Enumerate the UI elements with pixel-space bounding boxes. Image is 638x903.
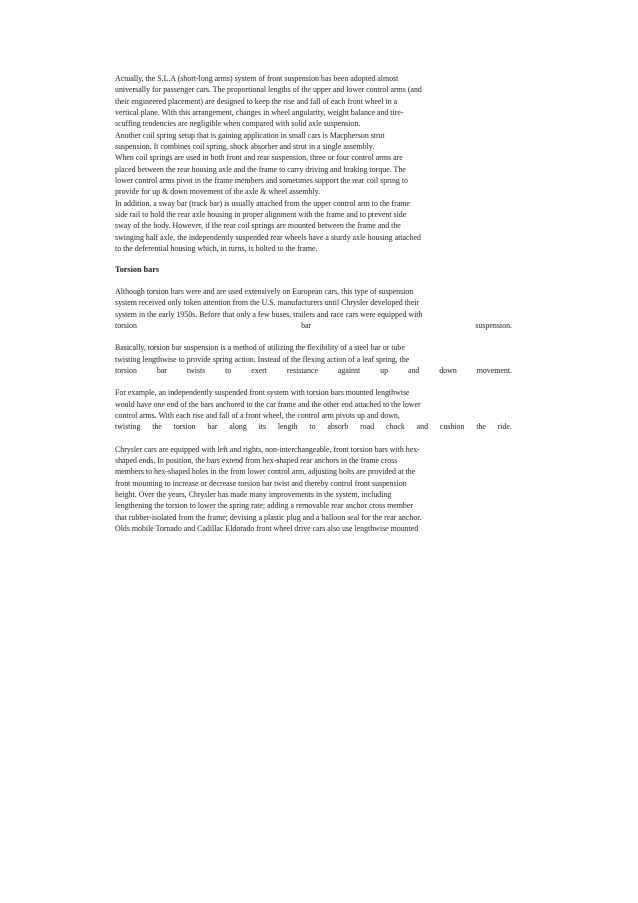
section-heading: Torsion bars (115, 264, 160, 274)
text-line: side rail to hold the rear axle housing in proper alignment with the frame and to prevent side (115, 210, 407, 220)
text-line: Basically, torsion bar suspension is a method of utilizing the flexibility of a steel bar or tube (115, 343, 405, 353)
word: bar (156, 365, 167, 375)
text-line: that rubber-isolated from the frame; devising a plastic plug and a balloon seal for the rear anchor. (115, 512, 422, 522)
word: absorb (327, 422, 349, 432)
word: the (476, 422, 486, 432)
text-line: scuffing tendencies are negligible when compared with solid axle suspension. (115, 119, 361, 129)
text-line: swinging half axle, the independently suspended rear wheels have a sturdy axle housing attached (115, 232, 421, 242)
paragraph-example (115, 387, 512, 432)
intro-paragraph (115, 73, 512, 255)
text-line: universally for passenger cars. The proportional lengths of the upper and lower control arms (and (115, 85, 422, 95)
text-line: system in the early 1950s. Before that only a few buses, trailers and race cars were equipped with (115, 309, 423, 319)
text-line: lengthening the torsion to lower the spring rate; adding a removable rear anchor cross member (115, 501, 413, 511)
text-line: would have one end of the bars anchored to the car frame and the other end attached to the lower (115, 399, 421, 409)
word: twisting (115, 422, 141, 432)
text-line: For example, an independently suspended front system with torsion bars mounted lengthwise (115, 388, 410, 398)
word: along (229, 422, 247, 432)
word: and (416, 422, 429, 432)
word: chock (386, 422, 405, 432)
text-line: to the deferential housing which, in turns, is bolted to the frame. (115, 244, 318, 254)
text-line: Chrysler cars are equipped with left and rights, non-interchangeable, front torsion bars with hex- (115, 444, 420, 454)
text-line: Olds mobile Tornado and Cadillac Eldorado front wheel drive cars also use lengthwise mounted (115, 524, 419, 534)
text-line: Actually, the S.L.A (short-long arms) system of front suspension has been adopted almost (115, 74, 399, 83)
word: twists (186, 365, 206, 375)
document-page (115, 73, 512, 534)
word: cushion (439, 422, 465, 432)
word: against (337, 365, 361, 375)
text-line: height. Over the years, Chrysler has made many improvements in the system, including (115, 490, 392, 499)
text-line: lower control arms pivot in the frame members and sometimes support the rear coil spring to (115, 176, 408, 186)
word: up (380, 365, 389, 375)
word: exert (251, 365, 267, 375)
word: to (309, 422, 316, 432)
text-line: suspension. It combines coil spring, shock absorber and strut in a single assembly. (115, 142, 375, 152)
word: down (439, 365, 457, 375)
word: torsion (173, 422, 196, 432)
word: movement. (476, 365, 512, 375)
text-line: Although torsion bars were and are used extensively on European cars, this type of suspension (115, 286, 414, 296)
word: torsion (115, 320, 137, 330)
word: resistance (286, 365, 318, 375)
text-line-justified (115, 365, 512, 376)
text-line: vertical plane. With this arrangement, changes in wheel angularity, weight balance and tire- (115, 108, 404, 118)
text-line: sway of the body. However, if the rear coil springs are mounted between the frame and the (115, 221, 401, 231)
word: ride. (497, 422, 512, 432)
text-line: their engineered placement) are designed to keep the rise and fall of each front wheel in a (115, 96, 398, 106)
text-line: front mounting to increase or decrease torsion bar twist and thereby control front suspension (115, 478, 407, 488)
word: road (360, 422, 375, 432)
word: torsion (115, 365, 137, 375)
text-line: placed between the rear housing axle and the frame to carry driving and braking torque. The (115, 164, 406, 174)
word: to (225, 365, 232, 375)
paragraph-history (115, 286, 512, 331)
word: length (277, 422, 298, 432)
paragraph-chrysler (115, 444, 512, 535)
word: the (152, 422, 162, 432)
text-line-justified (115, 421, 512, 432)
word: bar (207, 422, 218, 432)
text-line: In addition, a sway bar (track bar) is usually attached from the upper control arm to the frame (115, 198, 410, 208)
text-line: twisting lengthwise to provide spring action. Instead of the flexing action of a leaf spring, the (115, 354, 410, 364)
text-line: system received only token attention from the U.S. manufacturers until Chrysler developed their (115, 298, 420, 308)
text-line: Another coil spring setup that is gaining application in small cars is Macpherson strut (115, 130, 385, 140)
text-line-justified (115, 320, 512, 331)
word: suspension. (475, 320, 512, 330)
text-line: control arms. With each rise and fall of a front wheel, the control arm pivots up and down, (115, 410, 400, 420)
word: its (258, 422, 267, 432)
word: and (407, 365, 420, 375)
text-line: When coil springs are used in both front and rear suspension, three or four control arms are (115, 153, 403, 163)
text-line: provide for up & down movement of the axle & wheel assembly. (115, 187, 321, 197)
text-line: members to hex-shaped holes in the front lower control arm, adjusting bolts are provided at the (115, 467, 416, 477)
paragraph-basics (115, 342, 512, 376)
text-line: shaped ends. In position, the bars extend from hex-shaped rear anchors in the frame cross (115, 455, 398, 465)
word: bar (301, 320, 312, 330)
